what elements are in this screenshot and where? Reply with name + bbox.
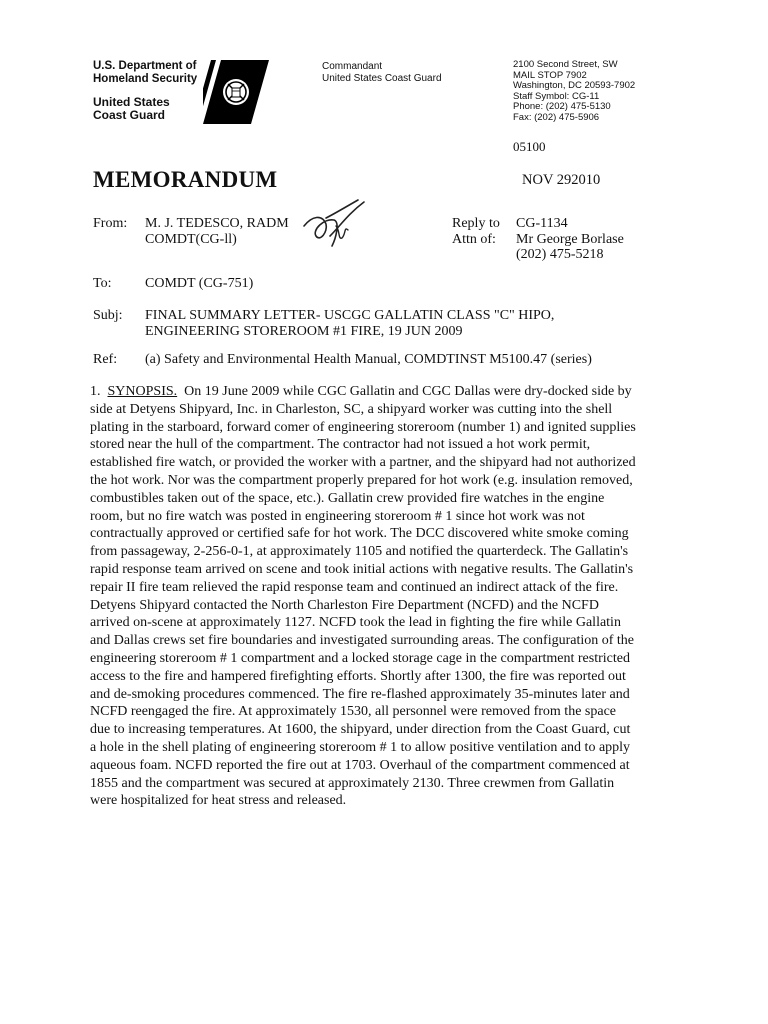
subj-line-1: FINAL SUMMARY LETTER- USCGC GALLATIN CLASS "C" HIPO,	[145, 308, 555, 323]
paragraph-line: combustibles taken out of the space, etc.). Gallatin crew provided fire watches in the engine	[90, 490, 605, 506]
synopsis-paragraph	[90, 383, 682, 810]
address-line: Fax: (202) 475-5906	[513, 111, 600, 123]
paragraph-line: 1855 and the compartment was secured at approximately 2130. Three crewmen from Gallatin	[90, 775, 615, 791]
paragraph-number: 1.	[90, 384, 101, 399]
address-line: Staff Symbol: CG-11	[513, 90, 600, 102]
paragraph-line: the hot work. Nor was the compartment properly prepared for hot work (e.g. insulation removed,	[90, 472, 633, 488]
paragraph-line: aqueous foam. NCFD reported the fire out at 1703. Overhaul of the compartment commenced at	[90, 757, 630, 773]
paragraph-line: room, but no fire watch was posted in engineering storeroom # 1 since hot work was not	[90, 508, 585, 524]
attn-of-label: Attn of:	[452, 232, 496, 247]
paragraph-line: side at Detyens Shipyard, Inc. in Charleston, SC, a shipyard worker was cutting into the shell	[90, 401, 613, 417]
address-line: MAIL STOP 7902	[513, 69, 587, 81]
address-line: Washington, DC 20593-7902	[513, 80, 636, 91]
dhs-wordmark	[93, 60, 197, 86]
subj-line-2: ENGINEERING STOREROOM #1 FIRE, 19 JUN 2009	[145, 324, 463, 339]
memo-title: MEMORANDUM	[93, 167, 278, 192]
paragraph-line: rapid response team arrived on scene and took initial actions with negative results. The Gallatin's	[90, 561, 634, 577]
paragraph-line: contractually approved or certified safe for hot work. The DCC discovered white smoke coming	[90, 526, 629, 542]
paragraph-line-text: On 19 June 2009 while CGC Gallatin and CGC Dallas were dry-docked side by	[184, 384, 632, 399]
address-line: 2100 Second Street, SW	[513, 59, 618, 70]
paragraph-line: and Dallas crews set fire boundaries and investigated surrounding areas. The configuration of the	[90, 633, 635, 649]
paragraph-line: repair II fire team relieved the rapid response team and continued an indirect attack of the fire.	[90, 579, 619, 595]
racing-stripe-emblem-icon	[203, 60, 269, 124]
paragraph-line: stored near the hull of the compartment. The contractor had not issued a hot work permit,	[90, 437, 591, 453]
paragraph-line: established fire watch, or provided the worker with a partner, and the shipyard had not authorized	[90, 455, 636, 471]
to-value: COMDT (CG-751)	[145, 276, 254, 291]
address-block	[513, 60, 635, 123]
sender-block	[322, 61, 442, 85]
paragraph-line: access to the fire and hampered firefighting efforts. Shortly after 1300, the fire was reported out	[90, 668, 626, 684]
paragraph-line: plating in the starboard, forward comer of engineering storeroom (number 1) and ignited supplies	[90, 419, 636, 435]
memo-date: NOV 292010	[522, 172, 601, 188]
uscg-line-2: Coast Guard	[93, 108, 166, 122]
from-label: From:	[93, 216, 128, 231]
ref-label: Ref:	[93, 352, 118, 367]
from-office: COMDT(CG-ll)	[145, 232, 237, 247]
to-label: To:	[93, 276, 112, 291]
dhs-line-1: U.S. Department of	[93, 60, 197, 72]
from-name: M. J. TEDESCO, RADM	[145, 216, 289, 231]
paragraph-line: engineering storeroom # 1 compartment and a locked storage cage in the compartment restricted	[90, 650, 630, 666]
reply-code: CG-1134	[516, 216, 568, 231]
paragraph-line: from passageway, 2-256-0-1, at approximately 1105 and notified the quarterdeck. The Gallatin's	[90, 544, 629, 560]
paragraph-line: due to increasing temperatures. At 1600, the shipyard, under direction from the Coast Guard, cut	[90, 722, 631, 738]
reply-person: Mr George Borlase	[516, 232, 624, 247]
reply-phone: (202) 475-5218	[516, 247, 604, 262]
subj-label: Subj:	[93, 308, 123, 323]
paragraph-line: and de-smoking procedures commenced. The fire re-flashed approximately 35-minutes later and	[90, 686, 630, 702]
reply-to-label: Reply to	[452, 216, 500, 231]
paragraph-line: were hospitalized for heat stress and released.	[90, 793, 347, 809]
sender-org: United States Coast Guard	[322, 73, 442, 84]
uscg-logo	[93, 60, 268, 126]
paragraph-line: Detyens Shipyard contacted the North Charleston Fire Department (NCFD) and the NCFD	[90, 597, 599, 613]
sender-title: Commandant	[322, 61, 383, 72]
uscg-wordmark	[93, 96, 170, 122]
ssic-code: 05100	[513, 139, 546, 154]
paragraph-line: NCFD reengaged the fire. At approximately 1530, all personnel were removed from the space	[90, 704, 616, 720]
synopsis-heading: SYNOPSIS.	[107, 384, 178, 399]
signature-image	[300, 196, 370, 258]
address-line: Phone: (202) 475-5130	[513, 101, 611, 112]
ref-value: (a) Safety and Environmental Health Manual, COMDTINST M5100.47 (series)	[145, 352, 592, 367]
uscg-line-1: United States	[93, 95, 170, 109]
dhs-line-2: Homeland Security	[93, 73, 198, 85]
paragraph-line: a hole in the shell plating of engineering storeroom # 1 to allow positive ventilation and to apply	[90, 739, 631, 755]
paragraph-line	[90, 383, 682, 401]
paragraph-line: arrived on-scene at approximately 1127. NCFD took the lead in fighting the fire while Gallatin	[90, 615, 621, 631]
